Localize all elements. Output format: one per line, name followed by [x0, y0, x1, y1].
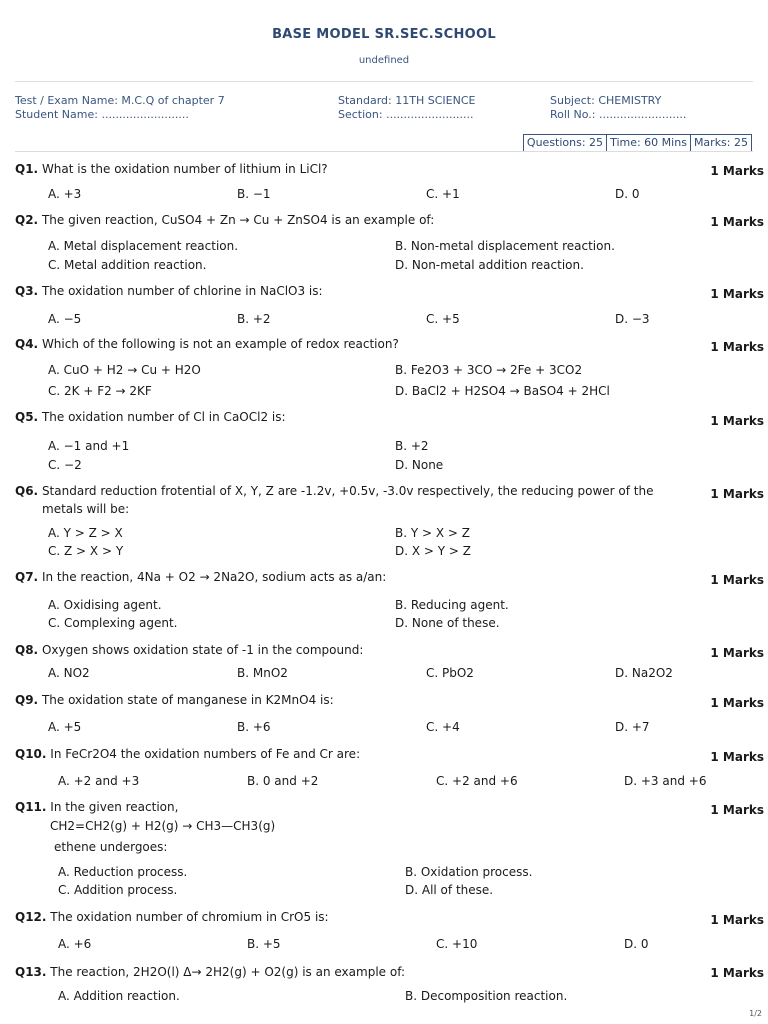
option-d: D. All of these.: [405, 883, 494, 897]
questions-count: Questions: 25: [526, 136, 604, 149]
option-c: C. −2: [48, 458, 82, 472]
option-a: A. −1 and +1: [48, 439, 130, 453]
option-a: A. CuO + H2 → Cu + H2O: [48, 363, 201, 377]
option-b: B. +6: [237, 720, 271, 734]
marks-label: 1 Marks: [710, 803, 764, 817]
question-number: Q11.: [15, 800, 47, 814]
question-11: [15, 798, 178, 816]
option-c: C. Metal addition reaction.: [48, 258, 207, 272]
time-limit: Time: 60 Mins: [606, 135, 690, 151]
question-number: Q4.: [15, 337, 39, 351]
question-number: Q1.: [15, 162, 39, 176]
question-text: The oxidation number of chlorine in NaClO3 is:: [41, 284, 323, 298]
question-number: Q3.: [15, 284, 39, 298]
question-number: Q6.: [15, 484, 39, 498]
question-number: Q5.: [15, 410, 39, 424]
option-d: D. None of these.: [395, 616, 500, 630]
option-b: B. +2: [395, 439, 429, 453]
question-text: The reaction, 2H2O(l) Δ→ 2H2(g) + O2(g) is an example of:: [50, 965, 406, 979]
option-d: D. Na2O2: [615, 666, 673, 680]
marks-label: 1 Marks: [710, 414, 764, 428]
option-a: A. +3: [48, 187, 82, 201]
question-1: [15, 160, 328, 178]
marks-label: 1 Marks: [710, 966, 764, 980]
option-d: D. −3: [615, 312, 650, 326]
option-a: A. NO2: [48, 666, 90, 680]
page-number: 1/2: [749, 1009, 762, 1018]
question-9: [15, 691, 334, 709]
question-text: The given reaction, CuSO4 + Zn → Cu + ZnSO4 is an example of:: [41, 213, 435, 227]
total-marks: Marks: 25: [690, 135, 751, 151]
header-divider: [15, 81, 753, 82]
option-c: C. 2K + F2 → 2KF: [48, 384, 152, 398]
option-b: B. Reducing agent.: [395, 598, 509, 612]
question-8: [15, 641, 363, 659]
marks-label: 1 Marks: [710, 750, 764, 764]
question-text: Oxygen shows oxidation state of -1 in the compound:: [41, 643, 364, 657]
subject: Subject: CHEMISTRY: [550, 94, 662, 107]
option-c: C. Complexing agent.: [48, 616, 178, 630]
question-number: Q13.: [15, 965, 47, 979]
option-d: D. BaCl2 + H2SO4 → BaSO4 + 2HCl: [395, 384, 610, 398]
school-name: BASE MODEL SR.SEC.SCHOOL: [272, 27, 496, 42]
marks-label: 1 Marks: [710, 573, 764, 587]
option-b: B. MnO2: [237, 666, 288, 680]
stats-divider: [15, 151, 753, 152]
option-d: D. 0: [624, 937, 649, 951]
question-text-continued: ethene undergoes:: [54, 840, 168, 854]
question-text: In the reaction, 4Na + O2 → 2Na2O, sodium acts as a/an:: [41, 570, 387, 584]
option-b: B. +2: [237, 312, 271, 326]
section: Section: .........................: [338, 108, 474, 121]
question-6: [15, 482, 685, 518]
question-number: Q7.: [15, 570, 39, 584]
question-2: [15, 211, 434, 229]
option-b: B. 0 and +2: [247, 774, 319, 788]
standard: Standard: 11TH SCIENCE: [338, 94, 476, 107]
option-b: B. Decomposition reaction.: [405, 989, 568, 1003]
marks-label: 1 Marks: [710, 646, 764, 660]
school-subtitle: undefined: [358, 55, 410, 66]
question-equation: CH2=CH2(g) + H2(g) → CH3—CH3(g): [50, 819, 276, 833]
option-b: B. Oxidation process.: [405, 865, 533, 879]
question-text: The oxidation state of manganese in K2MnO4 is:: [41, 693, 334, 707]
marks-label: 1 Marks: [710, 696, 764, 710]
student-name: Student Name: .........................: [15, 108, 189, 121]
question-text: In FeCr2O4 the oxidation numbers of Fe and Cr are:: [50, 747, 361, 761]
marks-label: 1 Marks: [710, 487, 764, 501]
question-text: What is the oxidation number of lithium in LiCl?: [41, 162, 328, 176]
option-d: D. +7: [615, 720, 650, 734]
option-c: C. +4: [426, 720, 460, 734]
option-b: B. −1: [237, 187, 271, 201]
option-c: C. Z > X > Y: [48, 544, 124, 558]
question-3: [15, 282, 323, 300]
question-5: [15, 408, 286, 426]
question-text: The oxidation number of Cl in CaOCl2 is:: [41, 410, 286, 424]
option-a: A. Reduction process.: [58, 865, 188, 879]
option-a: A. +2 and +3: [58, 774, 140, 788]
option-d: D. X > Y > Z: [395, 544, 472, 558]
question-12: [15, 908, 329, 926]
option-c: C. +1: [426, 187, 460, 201]
marks-label: 1 Marks: [710, 215, 764, 229]
question-10: [15, 745, 360, 763]
option-a: A. −5: [48, 312, 82, 326]
option-c: C. +10: [436, 937, 478, 951]
option-a: A. Oxidising agent.: [48, 598, 162, 612]
option-d: D. None: [395, 458, 444, 472]
option-a: A. Y > Z > X: [48, 526, 123, 540]
question-text: Standard reduction frotential of X, Y, Z are -1.2v, +0.5v, -3.0v respectively, the reducing power of the metals will be:: [41, 484, 654, 516]
option-a: A. Addition reaction.: [58, 989, 180, 1003]
question-text: The oxidation number of chromium in CrO5 is:: [50, 910, 329, 924]
question-number: Q9.: [15, 693, 39, 707]
question-4: [15, 335, 399, 353]
option-b: B. +5: [247, 937, 281, 951]
question-number: Q8.: [15, 643, 39, 657]
option-d: D. 0: [615, 187, 640, 201]
option-b: B. Non-metal displacement reaction.: [395, 239, 615, 253]
marks-label: 1 Marks: [710, 340, 764, 354]
marks-label: 1 Marks: [710, 913, 764, 927]
marks-label: 1 Marks: [710, 287, 764, 301]
option-b: B. Y > X > Z: [395, 526, 470, 540]
question-number: Q12.: [15, 910, 47, 924]
option-d: D. +3 and +6: [624, 774, 707, 788]
option-d: D. Non-metal addition reaction.: [395, 258, 584, 272]
exam-name: Test / Exam Name: M.C.Q of chapter 7: [15, 94, 225, 107]
option-c: C. PbO2: [426, 666, 474, 680]
question-7: [15, 568, 386, 586]
roll-no: Roll No.: .........................: [550, 108, 687, 121]
option-a: A. Metal displacement reaction.: [48, 239, 239, 253]
question-text: Which of the following is not an example of redox reaction?: [41, 337, 399, 351]
question-number: Q2.: [15, 213, 39, 227]
question-text: In the given reaction,: [50, 800, 179, 814]
option-c: C. Addition process.: [58, 883, 178, 897]
option-b: B. Fe2O3 + 3CO → 2Fe + 3CO2: [395, 363, 583, 377]
marks-label: 1 Marks: [710, 164, 764, 178]
exam-stats: [523, 134, 752, 152]
option-c: C. +2 and +6: [436, 774, 518, 788]
question-13: [15, 963, 405, 981]
question-number: Q10.: [15, 747, 47, 761]
option-a: A. +6: [58, 937, 92, 951]
option-a: A. +5: [48, 720, 82, 734]
option-c: C. +5: [426, 312, 460, 326]
